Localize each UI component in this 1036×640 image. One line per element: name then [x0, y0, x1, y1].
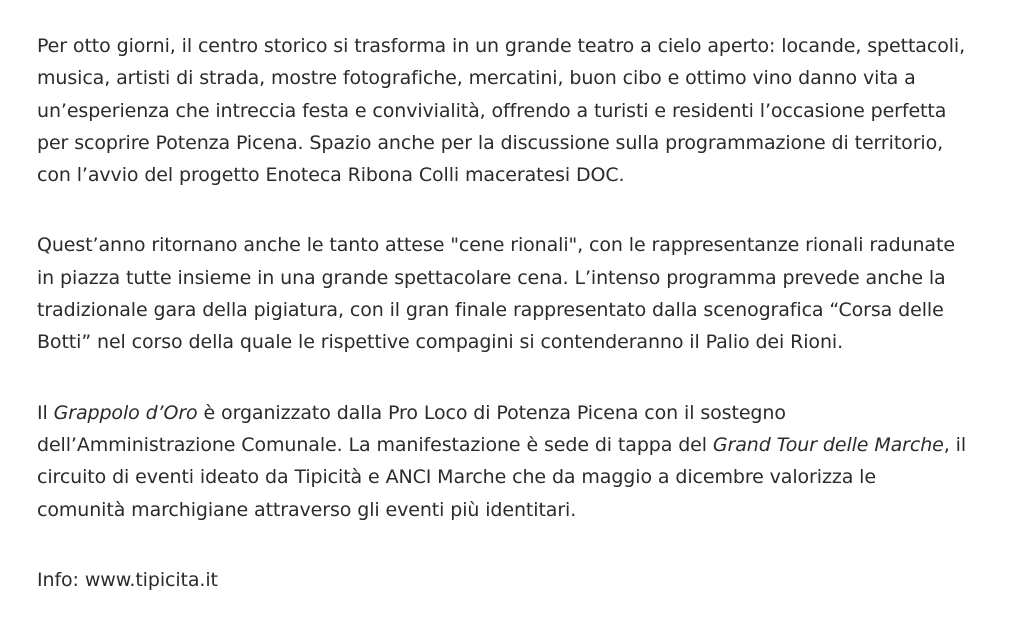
info-label: Info: [37, 568, 85, 591]
grand-tour-name-italic: Grand Tour delle Marche [712, 433, 944, 456]
paragraph-text: è organizzato dalla Pro Loco di Potenza Picena con il sostegno dell’Amministrazione Comunale. La manifestazione è sede di tappa del [37, 401, 786, 456]
info-link[interactable]: www.tipicita.it [84, 568, 218, 591]
info-line [37, 564, 967, 596]
event-name-italic: Grappolo d’Oro [53, 401, 198, 424]
paragraph-text: Il [37, 401, 54, 424]
paragraph-text: , il circuito di eventi ideato da Tipicità e ANCI Marche che da maggio a dicembre valorizza le comunità marchigiane attraverso gli eventi più identitari. [37, 433, 967, 521]
paragraph-cene-rionali: Quest’anno ritornano anche le tanto attese "cene rionali", con le rappresentanze rionali radunate in piazza tutte insieme in una grande spettacolare cena. L’intenso programma prevede anche la tradizionale gara della pigiatura, con il gran finale rappresentato dalla scenografica “Corsa delle Botti” nel corso della quale le rispettive compagini si contenderanno il Palio dei Rioni. [37, 234, 955, 354]
paragraph-festival-description: Per otto giorni, il centro storico si trasforma in un grande teatro a cielo aperto: locande, spettacoli, musica, artisti di strada, mostre fotografiche, mercatini, buon cibo e ottimo vino danno vita a un’esperienza che intreccia festa e convivialità, offrendo a turisti e residenti l’occasione perfetta per scoprire Potenza Picena. Spazio anche per la discussione sulla programmazione di territorio, con l’avvio del progetto Enoteca Ribona Colli maceratesi DOC. [37, 35, 966, 187]
article-body [37, 30, 967, 634]
paragraph-organizzazione [37, 397, 967, 526]
